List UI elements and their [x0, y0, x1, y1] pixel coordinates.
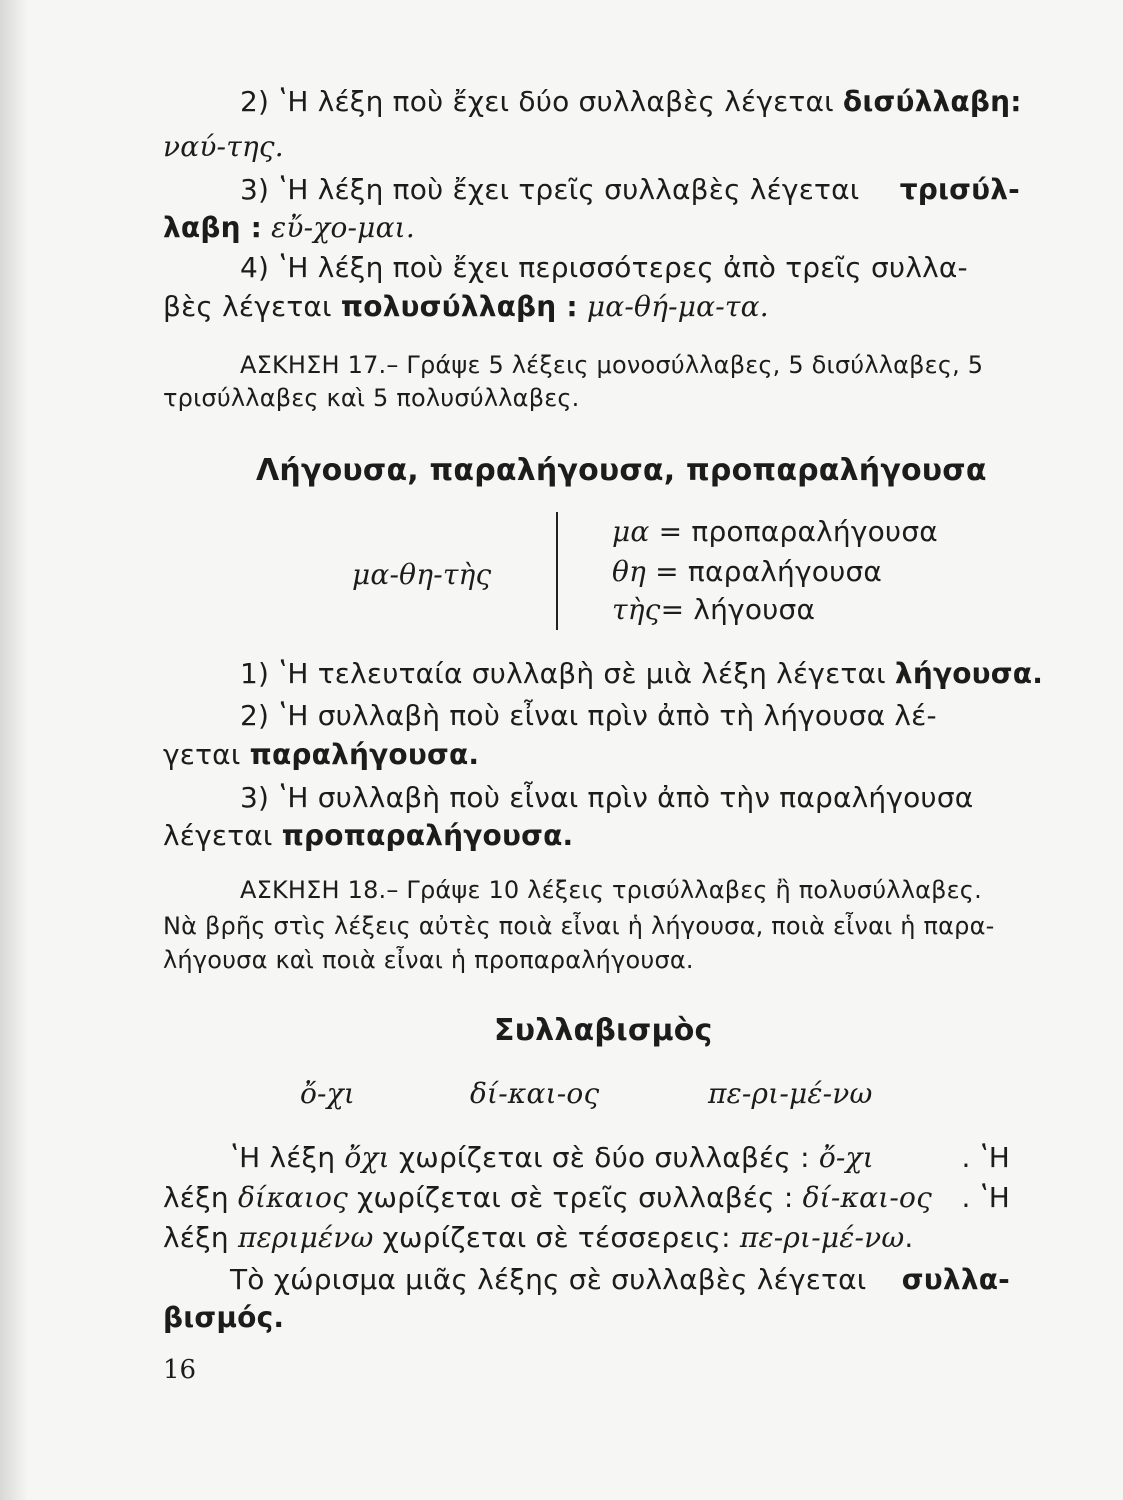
syllabification-example: δί-και-ος: [470, 1077, 600, 1110]
syllable-row: μα = προπαραλήγουσα: [612, 515, 938, 548]
section-title-stress-positions: Λήγουσα, παραλήγουσα, προπαραλήγουσα: [256, 453, 987, 488]
term-penult: παραλήγουσα: [249, 738, 469, 771]
section-title-syllabification: Συλλαβισμὸς: [494, 1013, 713, 1048]
rule-penult-line1: 2) ʽΗ συλλαβὴ ποὺ εἶναι πρὶν ἀπὸ τὴ λήγουσα λέ-: [240, 699, 937, 732]
page-number: 16: [163, 1355, 197, 1385]
rule-antepenult-line1: 3) ʽΗ συλλαβὴ ποὺ εἶναι πρὶν ἀπὸ τὴν παραλήγουσα: [240, 781, 974, 814]
exercise-17-line1: ΑΣΚΗΣΗ 17.– Γράψε 5 λέξεις μονοσύλλαβες, 5 δισύλλαβες, 5: [240, 351, 984, 379]
exercise-18-line1: ΑΣΚΗΣΗ 18.– Γράψε 10 λέξεις τρισύλλαβες ἢ πολυσύλλαβες.: [240, 876, 982, 904]
syllabification-example: πε-ρι-μέ-νω: [708, 1077, 873, 1110]
syllabification-example: ὄ-χι: [300, 1077, 356, 1110]
term-ultima: λήγουσα: [894, 657, 1033, 690]
exercise-18-line2: Νὰ βρῆς στὶς λέξεις αὐτὲς ποιὰ εἶναι ἡ λήγουσα, ποιὰ εἶναι ἡ παρα-: [163, 912, 995, 940]
exercise-17-line2: τρισύλλαβες καὶ 5 πολυσύλλαβες.: [163, 384, 580, 412]
divider-bar: [556, 512, 558, 630]
term-antepenult: προπαραλήγουσα: [281, 819, 563, 852]
paragraph-dikaios: λέξη δίκαιος χωρίζεται σὲ τρεῖς συλλαβές : δί-και-ος . ʽΗ: [163, 1181, 1010, 1214]
rule-ultima: 1) ʽΗ τελευταία συλλαβὴ σὲ μιὰ λέξη λέγεται λήγουσα.: [240, 657, 1044, 690]
rule-antepenult-line2: λέγεται προπαραλήγουσα.: [163, 819, 574, 852]
example-word-mathitis: μα-θη-τὴς: [352, 558, 492, 591]
line-polysyllabic-example: βὲς λέγεται πολυσύλλαβη : μα-θή-μα-τα.: [163, 290, 769, 323]
term-trisyllabic: τρισύλ-: [899, 173, 1020, 206]
example-disyllabic: ναύ-της.: [163, 130, 284, 163]
term-disyllabic: δισύλλαβη: [842, 85, 1011, 118]
exercise-18-line3: λήγουσα καὶ ποιὰ εἶναι ἡ προπαραλήγουσα.: [163, 946, 694, 974]
line-trisyllabic-example: λαβη : εὔ-χο-μαι.: [163, 211, 415, 244]
rule-penult-line2: γεται παραλήγουσα.: [163, 738, 480, 771]
binding-shadow: [0, 0, 28, 1500]
line-disyllabic-rule: 2) ʽΗ λέξη ποὺ ἔχει δύο συλλαβὲς λέγεται δισύλλαβη :: [240, 85, 1022, 118]
syllable-row: θη = παραλήγουσα: [612, 555, 883, 588]
paragraph-definition-line1: Τὸ χώρισμα μιᾶς λέξης σὲ συλλαβὲς λέγεται συλλα-: [230, 1263, 1010, 1296]
term-syllabification: συλλα-: [901, 1263, 1010, 1296]
paragraph-perimeno: λέξη περιμένω χωρίζεται σὲ τέσσερεις: πε-ρι-μέ-νω.: [163, 1221, 914, 1254]
line-polysyllabic-rule: 4) ʽΗ λέξη ποὺ ἔχει περισσότερες ἀπὸ τρεῖς συλλα-: [240, 251, 968, 284]
line-trisyllabic-rule: 3) ʽΗ λέξη ποὺ ἔχει τρεῖς συλλαβὲς λέγεται τρισύλ-: [240, 173, 1020, 206]
paragraph-definition-line2: βισμός.: [163, 1301, 285, 1334]
paragraph-oxi: ʽΗ λέξη ὄχι χωρίζεται σὲ δύο συλλαβές : ὄ-χι . ʽΗ: [230, 1141, 1010, 1174]
syllable-row: τὴς= λήγουσα: [612, 593, 816, 626]
term-polysyllabic: πολυσύλλαβη :: [340, 290, 578, 323]
